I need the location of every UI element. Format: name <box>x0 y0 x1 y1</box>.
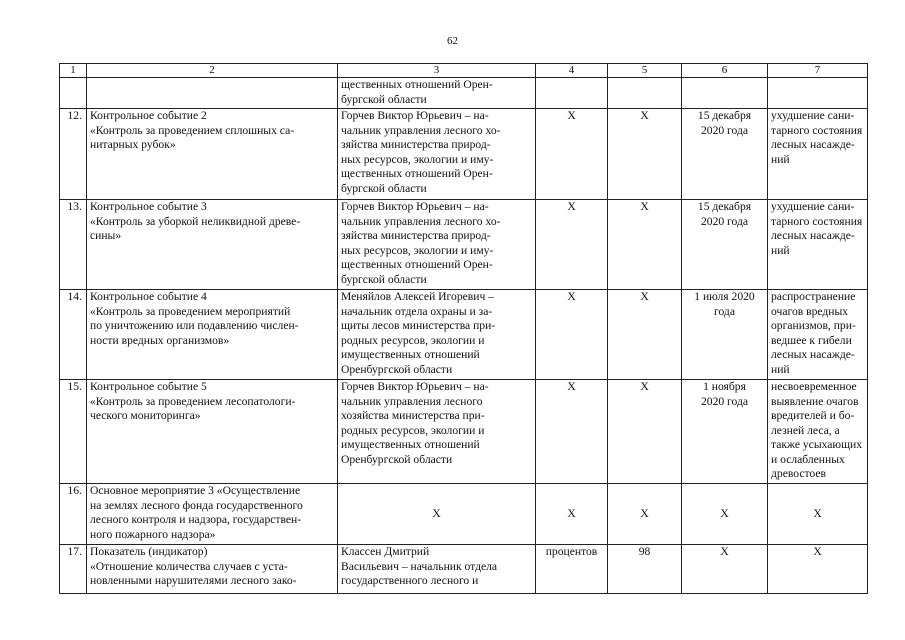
unit: процентов <box>536 545 608 594</box>
header-row <box>60 64 868 78</box>
cell-text-line: бургской области <box>341 181 427 195</box>
cell-col4: Х <box>536 484 608 545</box>
cell-text-line: Контрольное событие 5 <box>90 380 207 393</box>
cell-text-line: ного пожарного надзора» <box>90 527 216 541</box>
row-number: 17. <box>60 545 87 594</box>
cell-text-line: родных ресурсов, экологии и <box>341 423 485 437</box>
row-number: 16. <box>60 484 87 545</box>
table-row <box>60 109 868 200</box>
cell-text-line: лесных насажде- <box>771 138 855 151</box>
cell-text-line: чальник управления лесного <box>341 394 483 408</box>
cell-text-line: ных ресурсов, экологии и иму- <box>341 243 494 257</box>
row-number: 15. <box>60 380 87 484</box>
cell-text-line: щественных отношений Орен- <box>341 78 493 91</box>
responsible-person <box>338 290 536 380</box>
cell-text-line: Контрольное событие 3 <box>90 200 207 213</box>
cell-text-line: «Контроль за уборкой неликвидной древе- <box>90 214 301 228</box>
cell-text-line: бургской области <box>341 272 427 286</box>
cell-text-line: чальник управления лесного хо- <box>341 214 501 228</box>
cell-text-line: Основное мероприятие 3 «Осуществление <box>90 484 301 497</box>
row-description <box>87 484 338 545</box>
cell-text-line: Оренбургской области <box>341 452 453 466</box>
cell-col5: Х <box>608 200 682 290</box>
cell-text-line: ний <box>771 152 790 166</box>
cell-text-line: Классен Дмитрий <box>341 545 430 558</box>
cell-text-line: Меняйлов Алексей Игоревич – <box>341 290 494 303</box>
header-cell: 1 <box>60 64 87 78</box>
row-description <box>87 78 338 109</box>
row-number: 14. <box>60 290 87 380</box>
deadline <box>682 290 768 380</box>
deadline <box>682 109 768 200</box>
cell-text-line: ний <box>771 362 790 376</box>
cell-text-line: древостоев <box>771 467 826 480</box>
responsible-person <box>338 78 536 109</box>
cell-col4: Х <box>536 109 608 200</box>
cell-text-line: 2020 года <box>700 123 749 137</box>
cell-text-line: ний <box>771 243 790 257</box>
table-row <box>60 380 868 484</box>
risk-consequence <box>768 109 868 200</box>
cell-text-line: 15 декабря <box>697 200 752 213</box>
cell-text-line: ведшее к гибели <box>771 333 852 347</box>
cell-text-line: зяйства министерства природ- <box>341 229 491 242</box>
cell-text-line: очагов вредных <box>771 304 849 318</box>
cell-col4: Х <box>536 290 608 380</box>
cell-text-line: хозяйства министерства при- <box>341 409 485 422</box>
cell-text-line: родных ресурсов, экологии и <box>341 333 485 347</box>
cell-text-line: лезней леса, а <box>771 423 840 437</box>
cell-text-line: года <box>714 304 735 318</box>
cell-text-line: зяйства министерства природ- <box>341 138 491 151</box>
cell-text-line: щественных отношений Орен- <box>341 258 493 271</box>
cell-text-line: лесных насажде- <box>771 229 855 242</box>
cell-text-line: по уничтожению или подавлению числен- <box>90 319 299 332</box>
deadline <box>682 200 768 290</box>
cell-text-line: 2020 года <box>700 214 749 228</box>
cell-col4: Х <box>536 200 608 290</box>
deadline: Х <box>682 545 768 594</box>
risk-consequence <box>768 380 868 484</box>
cell-text-line: Показатель (индикатор) <box>90 545 208 558</box>
header-cell: 5 <box>608 64 682 78</box>
header-cell: 3 <box>338 64 536 78</box>
cell-text-line: имущественных отношений <box>341 348 480 361</box>
cell-text-line: несвоевременное <box>771 380 857 393</box>
table-row <box>60 545 868 594</box>
cell-col7 <box>768 78 868 109</box>
header-cell: 7 <box>768 64 868 78</box>
row-number <box>60 78 87 109</box>
cell-text-line: ухудшение сани- <box>771 109 855 122</box>
cell-col5 <box>608 78 682 109</box>
cell-text-line: организмов, при- <box>771 319 856 332</box>
cell-text-line: ности вредных организмов» <box>90 333 230 347</box>
row-description <box>87 290 338 380</box>
header-cell: 6 <box>682 64 768 78</box>
cell-text-line: Васильевич – начальник отдела <box>341 559 498 573</box>
table-row <box>60 290 868 380</box>
cell-col5: Х <box>608 109 682 200</box>
cell-text-line: лесных насажде- <box>771 348 855 361</box>
risk-consequence <box>768 290 868 380</box>
cell-text-line: и ослабленных <box>771 452 845 466</box>
row-description <box>87 109 338 200</box>
cell-text-line: бургской области <box>341 92 427 106</box>
cell-text-line: «Контроль за проведением сплошных са- <box>90 123 295 137</box>
cell-text-line: 1 июля 2020 <box>694 290 755 303</box>
cell-text-line: также усыхающих <box>771 438 863 451</box>
cell-text-line: «Отношение количества случаев с уста- <box>90 559 288 573</box>
cell-text-line: лесного контроля и надзора, государствен- <box>90 513 302 526</box>
cell-text-line: «Контроль за проведением лесопатологи- <box>90 394 296 408</box>
risk-consequence: Х <box>768 484 868 545</box>
cell-text-line: Горчев Виктор Юрьевич – на- <box>341 109 489 122</box>
table-row <box>60 484 868 545</box>
page-number: 62 <box>447 35 458 47</box>
cell-text-line: вредителей и бо- <box>771 409 855 422</box>
cell-text-line: новленными нарушителями лесного зако- <box>90 574 297 587</box>
cell-text-line: Горчев Виктор Юрьевич – на- <box>341 200 489 213</box>
row-description <box>87 200 338 290</box>
header-cell: 4 <box>536 64 608 78</box>
risk-consequence: Х <box>768 545 868 594</box>
cell-text-line: Горчев Виктор Юрьевич – на- <box>341 380 489 393</box>
cell-text-line: начальник отдела охраны и за- <box>341 304 493 318</box>
carry-over-row <box>60 78 868 109</box>
responsible-person <box>338 545 536 594</box>
deadline <box>682 380 768 484</box>
cell-text-line: тарного состояния <box>771 214 863 228</box>
cell-text-line: нитарных рубок» <box>90 138 176 151</box>
cell-text-line: на землях лесного фонда государственного <box>90 498 303 512</box>
cell-text-line: ных ресурсов, экологии и иму- <box>341 152 494 166</box>
cell-text-line: Контрольное событие 4 <box>90 290 207 303</box>
row-number: 13. <box>60 200 87 290</box>
responsible-person <box>338 109 536 200</box>
cell-col4 <box>536 78 608 109</box>
row-description <box>87 545 338 594</box>
cell-text-line: 2020 года <box>700 394 749 408</box>
cell-text-line: имущественных отношений <box>341 438 480 451</box>
row-description <box>87 380 338 484</box>
cell-text-line: Оренбургской области <box>341 362 453 376</box>
cell-text-line: 15 декабря <box>697 109 752 122</box>
cell-text-line: государственного лесного и <box>341 574 479 587</box>
row-number: 12. <box>60 109 87 200</box>
cell-col5: Х <box>608 380 682 484</box>
cell-text-line: тарного состояния <box>771 123 863 137</box>
cell-text-line: 1 ноября <box>703 380 746 393</box>
cell-text-line: щественных отношений Орен- <box>341 167 493 180</box>
deadline: Х <box>682 484 768 545</box>
risk-consequence <box>768 200 868 290</box>
cell-text-line: ческого мониторинга» <box>90 409 201 422</box>
responsible-person: Х <box>338 484 536 545</box>
cell-text-line: чальник управления лесного хо- <box>341 123 501 137</box>
cell-text-line: щиты лесов министерства при- <box>341 319 496 332</box>
header-cell: 2 <box>87 64 338 78</box>
cell-col5: Х <box>608 290 682 380</box>
cell-col5: Х <box>608 484 682 545</box>
cell-text-line: распространение <box>771 290 856 303</box>
cell-text-line: выявление очагов <box>771 394 859 408</box>
program-table <box>59 63 868 594</box>
cell-text-line: сины» <box>90 229 122 242</box>
responsible-person <box>338 380 536 484</box>
cell-text-line: ухудшение сани- <box>771 200 855 213</box>
table-row <box>60 200 868 290</box>
cell-text-line: «Контроль за проведением мероприятий <box>90 304 291 318</box>
target-value: 98 <box>608 545 682 594</box>
responsible-person <box>338 200 536 290</box>
cell-text-line: Контрольное событие 2 <box>90 109 207 122</box>
cell-col4: Х <box>536 380 608 484</box>
cell-col6 <box>682 78 768 109</box>
